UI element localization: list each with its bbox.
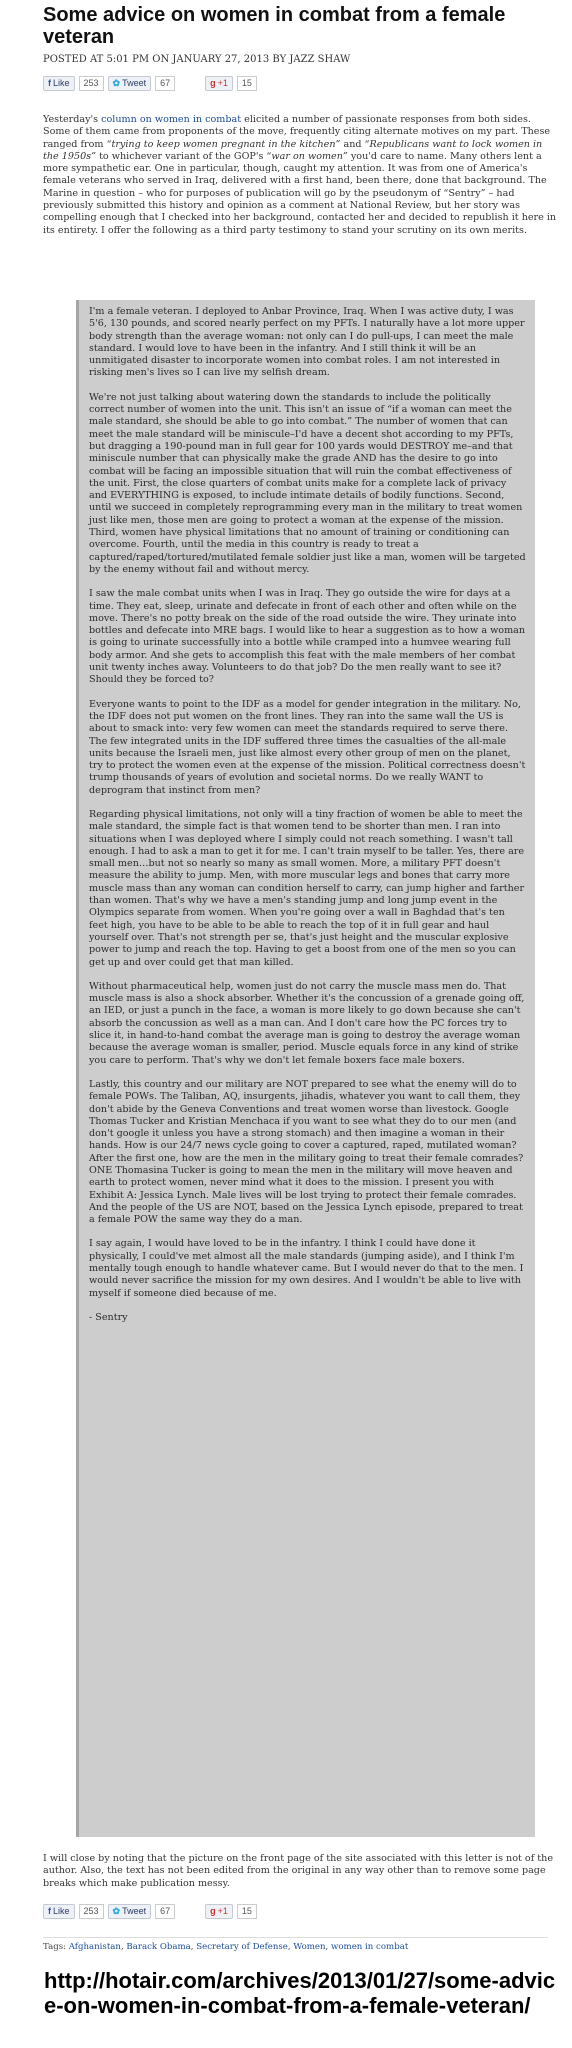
- letter-paragraph: I say again, I would have loved to be in the infantry. I think I could have done it physically, I could've met almost all the male standards (jumping aside), and I think I'm mentally tough enough to handle whatever came. But I would never do that to the men. I would never sacrifice the mission for my own desires. And I wouldn't be able to live with myself if someone died because of me.: [89, 1238, 524, 1299]
- tags-list: Tags: Afghanistan, Barack Obama, Secretary of Defense, Women, women in combat: [43, 1942, 409, 1952]
- facebook-like-count: 253: [79, 1904, 104, 1919]
- source-url: http://hotair.com/archives/2013/01/27/some-advice-on-women-in-combat-from-a-female-veteran/: [44, 1968, 556, 2018]
- social-share-bar-bottom: [43, 1904, 257, 1919]
- social-share-bar-top: [43, 76, 257, 91]
- twitter-bird-icon: ✿: [112, 1906, 121, 1916]
- veteran-letter-blockquote: [76, 300, 535, 1837]
- tweet-count: 67: [155, 1904, 175, 1919]
- letter-paragraph: We're not just talking about watering down the standards to include the politically correct number of women into the unit. This isn't an issue of “if a woman can meet the male standard, she should be able to go into combat.” The number of women that can meet the male standard will be miniscule–I'd have a decent shot according to my PFTs, but dragging a 190-pound man in full gear for 100 yards would DESTROY me–and that miniscule number that can physically make the grade AND has the desire to go into combat will be facing an impossible situation that will ruin the combat effectiveness of the unit. First, the close quarters of combat units make for a complete lack of privacy and EVERYTHING is exposed, to include intimate details of bodily functions. Second, until we succeed in completely reprogramming every man in the military to treat women just like men, those men are going to protect a woman at the expense of the mission. Third, women have physical limitations that no amount of training or conditioning can overcome. Fourth, until the media in this country is ready to treat a captured/raped/tortured/mutilated female soldier just like a man, women will be targeted by the enemy without fail and without mercy.: [89, 391, 526, 575]
- google-plus-icon: g: [210, 1906, 216, 1916]
- divider: [43, 1937, 548, 1938]
- google-plus-icon: g: [210, 78, 216, 88]
- google-plus-one-label: +1: [217, 1906, 228, 1916]
- article-closing: I will close by noting that the picture on the front page of the site associated with this letter is not of the author. Also, the text has not been edited from the original in any way other than to remove some page breaks which make publication messy.: [43, 1853, 554, 1889]
- facebook-icon: f: [48, 78, 51, 88]
- tags-label: Tags:: [43, 1942, 69, 1952]
- letter-paragraph: Everyone wants to point to the IDF as a model for gender integration in the military. No, the IDF does not put women on the front lines. They ran into the same wall the US is about to smack into: very few women can meet the standards required to serve there. The few integrated units in the IDF suffered three times the casualties of the all-male units because the Israeli men, just like almost every other group of men on the planet, try to protect the women even at the expense of the mission. Political correctness doesn't trump thousands of years of evolution and societal norms. Do we really WANT to deprogram that instinct from men?: [89, 698, 526, 796]
- tweet-label: Tweet: [122, 1906, 147, 1916]
- article-title: Some advice on women in combat from a female veteran: [43, 4, 506, 48]
- google-plus-one-count: 15: [237, 1904, 257, 1919]
- facebook-icon: f: [48, 1906, 51, 1916]
- article-intro: Yesterday's column on women in combat elicited a number of passionate responses from both sides. Some of them came from proponents of the move, frequently citing alternate motives on my part. These ranged from “trying to keep women pregnant in the kitchen” and “Republicans want to lock women in the 1950s” to whichever variant of the GOP's “war on women” you'd care to name. Many others lent a more sympathetic ear. One in particular, though, caught my attention. It was from one of America's female veterans who served in Iraq, delivered with a first hand, been there, done that background. The Marine in question – who for purposes of publication will go by the pseudonym of “Sentry” – had previously submitted this history and opinion as a comment at National Review, but her story was compelling enough that I checked into her background, contacted her and decided to republish it here in its entirety. I offer the following as a third party testimony to stand your scrutiny on its own merits.: [43, 114, 557, 236]
- google-plus-one-count: 15: [237, 76, 257, 91]
- tweet-count: 67: [155, 76, 175, 91]
- column-link[interactable]: column on women in combat: [101, 114, 242, 125]
- google-plus-one-button[interactable]: [205, 1904, 233, 1919]
- tweet-button[interactable]: [108, 76, 152, 91]
- tag-link[interactable]: Afghanistan: [68, 1942, 121, 1952]
- letter-paragraph: Lastly, this country and our military are NOT prepared to see what the enemy will do to female POWs. The Taliban, AQ, insurgents, jihadis, whatever you want to call them, they don't abide by the Geneva Conventions and treat women worse than livestock. Google Thomas Tucker and Kristian Menchaca if you want to see what they do to our men (and don't google it unless you have a strong stomach) and then imagine a woman in their hands. How is our 24/7 news cycle going to cover a captured, raped, mutilated woman? After the first one, how are the men in the military going to treat their female comrades? ONE Thomasina Tucker is going to mean the men in the military will move heaven and earth to protect women, never mind what it does to the mission. I present you with Exhibit A: Jessica Lynch. Male lives will be lost trying to protect their female comrades. And the people of the US are NOT, based on the Jessica Lynch episode, prepared to treat a female POW the same way they do a man.: [89, 1078, 524, 1226]
- facebook-like-label: Like: [53, 1906, 70, 1916]
- facebook-like-button[interactable]: [43, 1904, 75, 1919]
- letter-paragraph: Without pharmaceutical help, women just do not carry the muscle mass men do. That muscle mass is also a shock absorber. Whether it's the concussion of a grenade going off, an IED, or just a punch in the face, a woman is more likely to go down because she can't absorb the concussion as well as a man can. And I don't care how the PC forces try to slice it, in hand-to-hand combat the average man is going to destroy the average woman because the average woman is smaller, period. Muscle equals force in any kind of strike you care to perform. That's why we don't let female boxers face male boxers.: [89, 980, 525, 1066]
- tweet-button[interactable]: [108, 1904, 152, 1919]
- letter-signature: - Sentry: [89, 1311, 128, 1323]
- tag-link[interactable]: Barack Obama: [126, 1942, 191, 1952]
- tweet-label: Tweet: [122, 78, 147, 88]
- article-byline: POSTED AT 5:01 PM ON JANUARY 27, 2013 BY JAZZ SHAW: [43, 54, 351, 65]
- google-plus-one-label: +1: [217, 78, 228, 88]
- tag-link[interactable]: women in combat: [331, 1942, 409, 1952]
- letter-paragraph: Regarding physical limitations, not only will a tiny fraction of women be able to meet the male standard, the simple fact is that women tend to be shorter than men. I ran into situations when I was deployed where I simply could not reach something. I wasn't tall enough. I had to ask a man to get it for me. I can't train myself to be taller. Yes, there are small men…but not so nearly so many as small women. More, a military PFT doesn't measure the ability to jump. Men, with more muscular legs and bones that carry more muscle mass than any woman can condition herself to carry, can jump higher and farther than women. That's why we have a men's standing jump and long jump event in the Olympics separate from women. When you're going over a wall in Baghdad that's ten feet high, you have to be able to be able to reach the top of it in full gear and haul yourself over. That's not strength per se, that's just height and the muscular explosive power to jump and reach the top. Having to get a boost from one of the men so you can get up and over could get that man killed.: [89, 808, 525, 968]
- tag-link[interactable]: Secretary of Defense: [196, 1942, 288, 1952]
- letter-paragraph: I saw the male combat units when I was in Iraq. They go outside the wire for days at a time. They eat, sleep, urinate and defecate in front of each other and often while on the move. There's no potty break on the side of the road outside the wire. They urinate into bottles and defecate into MRE bags. I would like to hear a suggestion as to how a woman is going to urinate successfully into a bottle while cramped into a humvee wearing full body armor. And she gets to accomplish this feat with the male members of her combat unit twenty inches away. Volunteers to do that job? Do the men really want to see it? Should they be forced to?: [89, 588, 526, 686]
- tag-link[interactable]: Women: [293, 1942, 326, 1952]
- google-plus-one-button[interactable]: [205, 76, 233, 91]
- facebook-like-button[interactable]: [43, 76, 75, 91]
- facebook-like-label: Like: [53, 78, 70, 88]
- facebook-like-count: 253: [79, 76, 104, 91]
- twitter-bird-icon: ✿: [112, 78, 121, 88]
- letter-paragraph: I'm a female veteran. I deployed to Anbar Province, Iraq. When I was active duty, I was 5'6, 130 pounds, and scored nearly perfect on my PFTs. I naturally have a lot more upper body strength than the average woman: not only can I do pull-ups, I can meet the male standard. I would love to have been in the infantry. And I still think it will be an unmitigated disaster to incorporate women into combat roles. I am not interested in risking men's lives so I can live my selfish dream.: [89, 306, 525, 379]
